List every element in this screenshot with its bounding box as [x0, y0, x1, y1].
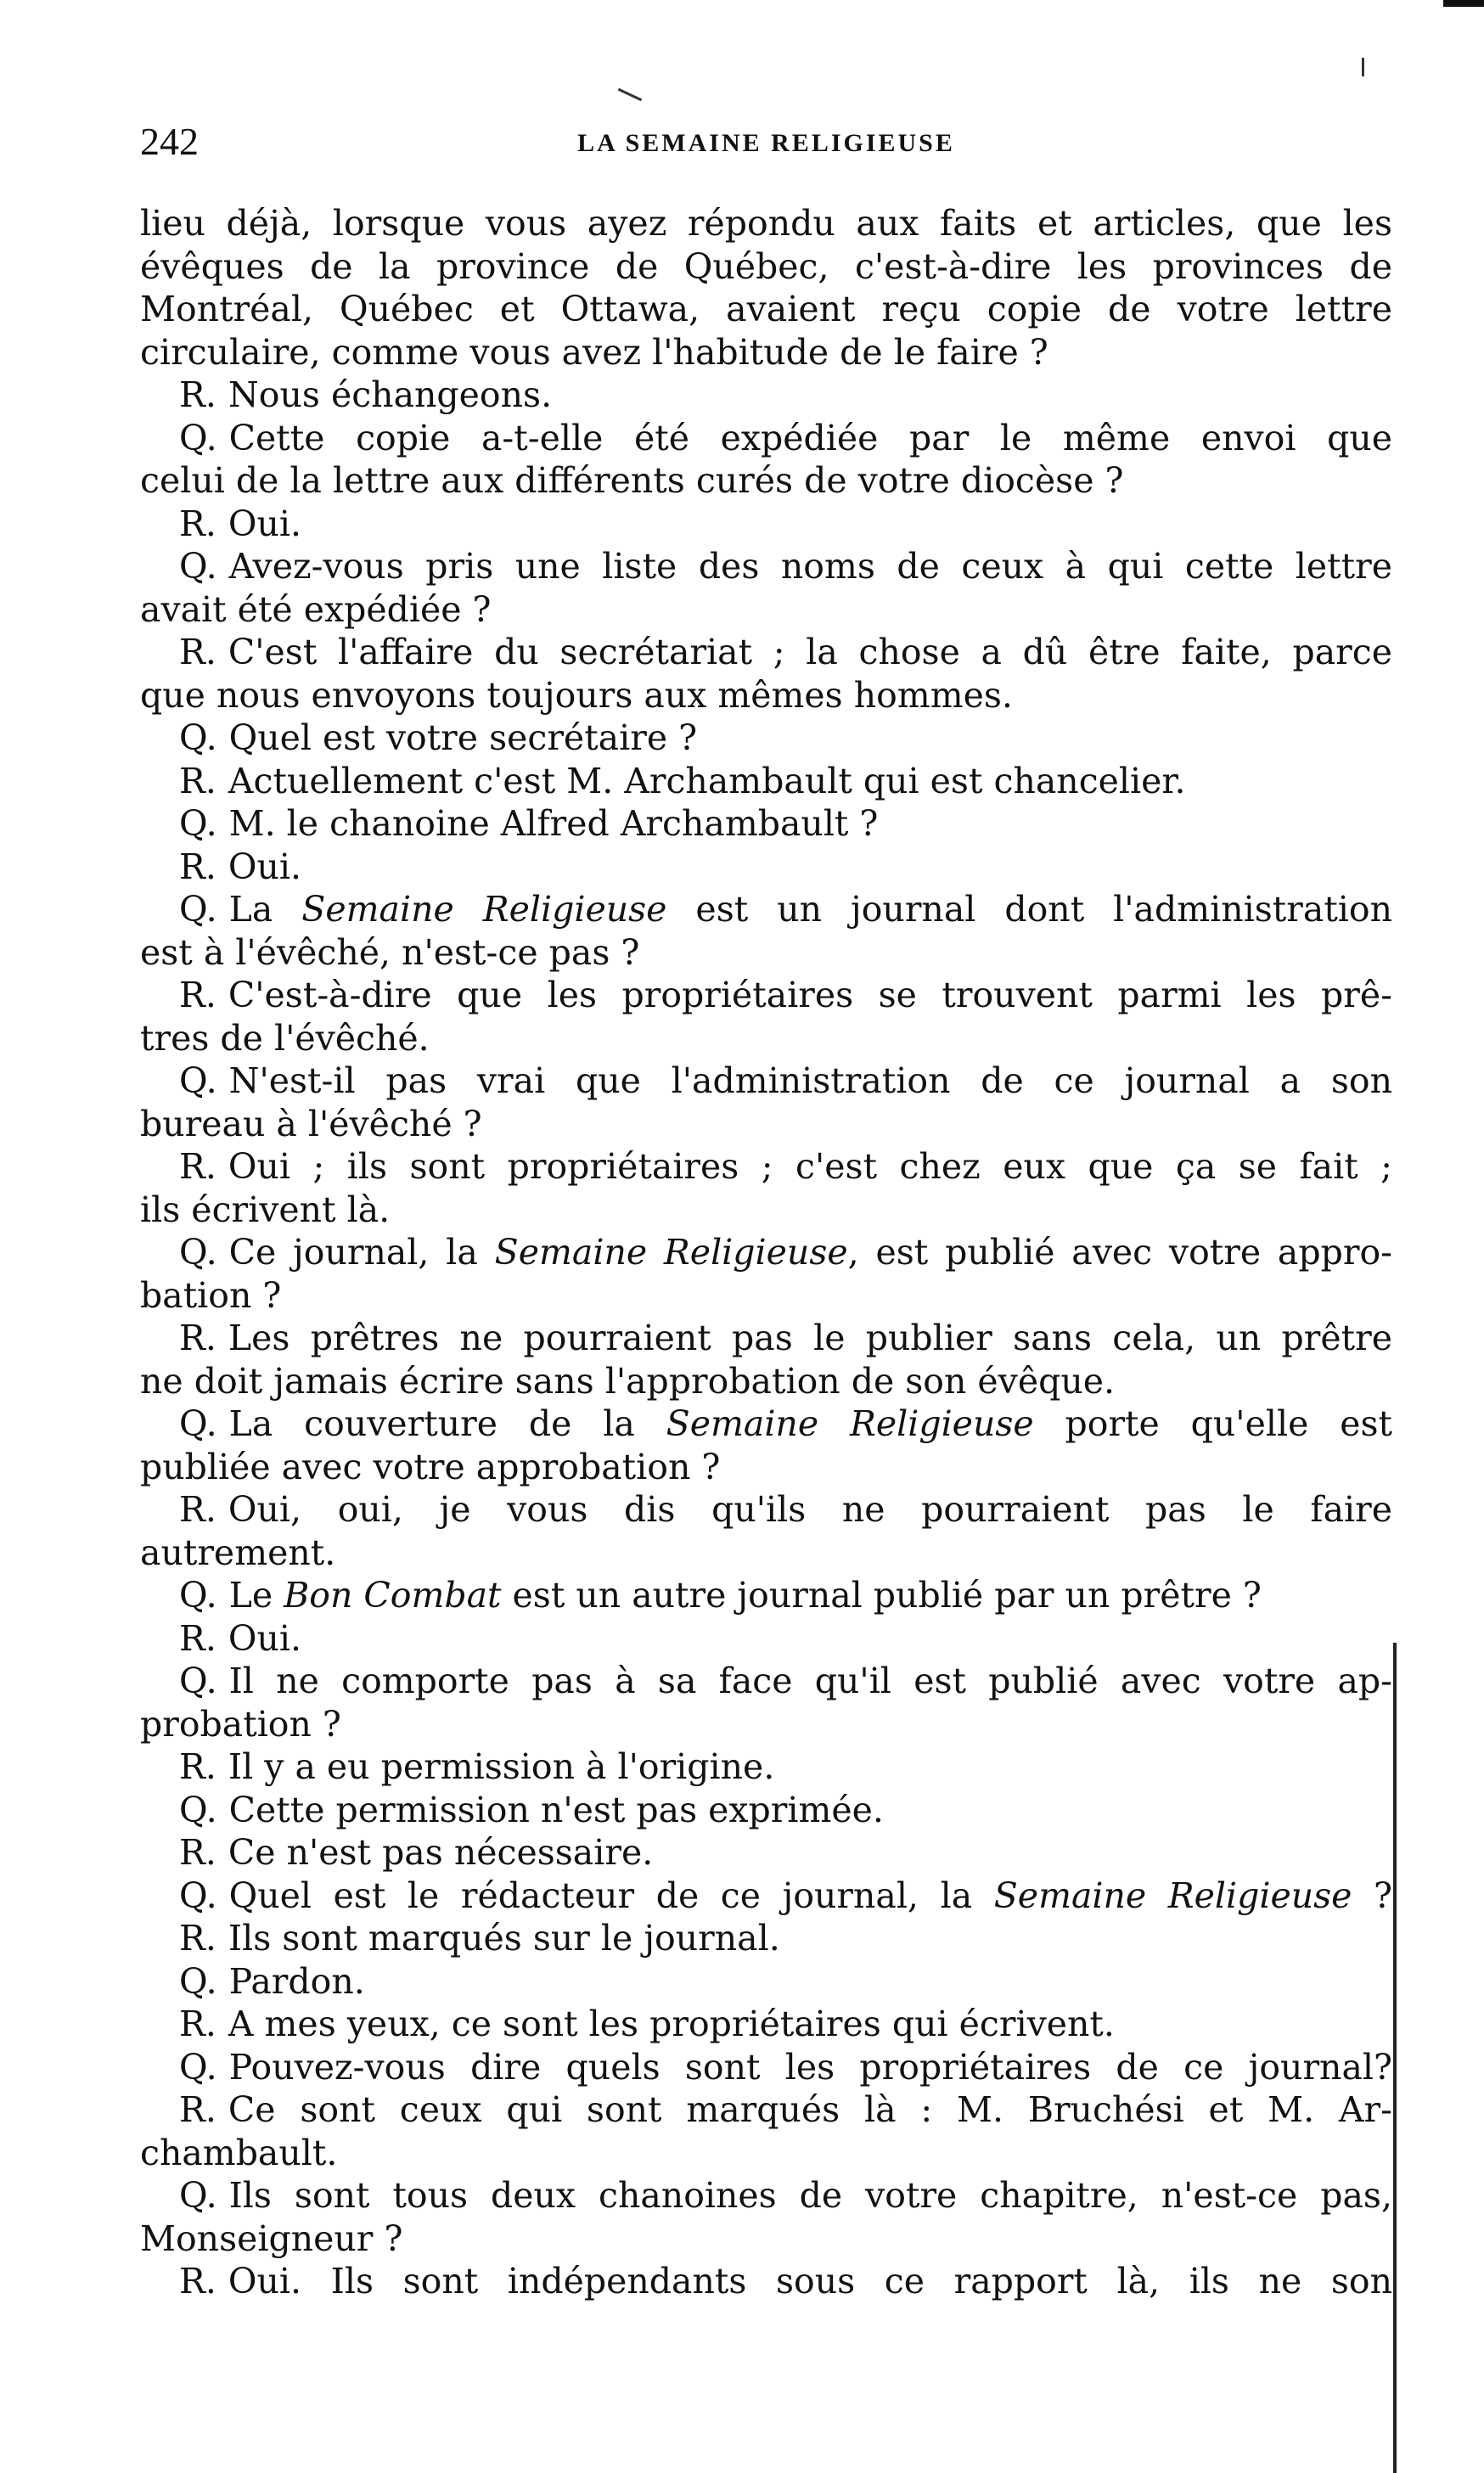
text-line: [140, 2174, 1392, 2217]
text-line: [140, 1488, 1392, 1532]
text-line: [140, 288, 1392, 331]
line-text: Ce journal, la: [228, 1232, 495, 1273]
speaker-label: Q.: [179, 1575, 217, 1616]
line-text: Quel est votre secrétaire ?: [228, 717, 698, 758]
line-text: avait été expédiée ?: [140, 588, 492, 630]
text-line: [140, 1660, 1392, 1703]
line-text: Monseigneur ?: [140, 2217, 403, 2259]
text-line: [140, 1574, 1392, 1617]
line-text: Pardon.: [228, 1960, 365, 2002]
line-text: lieu déjà, lorsque vous ayez répondu aux faits et articles, que les: [140, 203, 1392, 244]
speaker-label: R.: [179, 2004, 216, 2044]
running-title: LA SEMAINE RELIGIEUSE: [577, 129, 955, 157]
speaker-label: R.: [179, 503, 216, 544]
text-line: [140, 1103, 1392, 1146]
line-text: Il ne comporte pas à sa face qu'il est publié avec votre ap-: [228, 1661, 1392, 1701]
line-text: Oui.: [228, 1617, 302, 1659]
speaker-label: Q.: [179, 1874, 217, 1916]
text-line: [140, 245, 1392, 289]
text-line: [140, 1917, 1392, 1960]
line-text: Montréal, Québec et Ottawa, avaient reçu copie de votre lettre: [140, 289, 1392, 329]
text-line: [140, 631, 1392, 674]
text-line: [140, 374, 1392, 417]
line-text: La: [228, 889, 302, 930]
line-text: Oui.: [228, 846, 302, 887]
italic-title: Semaine Religieuse: [666, 1403, 1034, 1444]
text-line: [140, 1017, 1392, 1060]
speaker-label: R.: [179, 1489, 216, 1530]
text-line: [140, 760, 1392, 803]
text-line: [140, 802, 1392, 846]
line-text: Les prêtres ne pourraient pas le publier sans cela, un prêtre: [228, 1318, 1392, 1358]
speaker-label: Q.: [179, 2175, 217, 2216]
text-line: [140, 2132, 1392, 2175]
line-text: Oui ; ils sont propriétaires ; c'est chez eux que ça se fait ;: [228, 1146, 1392, 1187]
line-text: Actuellement c'est M. Archambault qui est chancelier.: [228, 760, 1186, 801]
line-text: Avez-vous pris une liste des noms de ceux à qui cette lettre: [228, 546, 1392, 587]
text-line: [140, 1402, 1392, 1446]
text-line: [140, 331, 1392, 374]
line-text: probation ?: [140, 1703, 341, 1745]
text-line: [140, 1960, 1392, 2004]
text-line: [140, 588, 1392, 632]
text-line: [140, 417, 1392, 460]
scan-tick-mark: [1362, 58, 1364, 76]
text-line: [140, 1446, 1392, 1489]
italic-title: Semaine Religieuse: [301, 889, 667, 930]
text-line: [140, 674, 1392, 717]
text-line: [140, 1703, 1392, 1746]
line-text: Ils sont tous deux chanoines de votre chapitre, n'est-ce pas,: [228, 2175, 1392, 2216]
scan-corner-mark: [1443, 0, 1484, 7]
line-text: Le: [228, 1575, 284, 1616]
speaker-label: R.: [179, 846, 216, 887]
speaker-label: Q.: [179, 889, 217, 930]
line-text: Ils sont marqués sur le journal.: [228, 1918, 780, 1959]
line-text: bureau à l'évêché ?: [140, 1103, 482, 1144]
text-line: [140, 1789, 1392, 1832]
speaker-label: R.: [179, 1918, 216, 1959]
line-text: celui de la lettre aux différents curés de votre diocèse ?: [140, 460, 1124, 501]
text-line: [140, 1189, 1392, 1232]
italic-title: Semaine Religieuse: [993, 1874, 1352, 1916]
line-text: autrement.: [140, 1532, 336, 1573]
line-text: Oui. Ils sont indépendants sous ce rapport là, ils ne son: [228, 2261, 1392, 2302]
line-text: Cette copie a-t-elle été expédiée par le même envoi que: [228, 417, 1392, 458]
speaker-label: Q.: [179, 1060, 217, 1101]
text-line: [140, 2260, 1392, 2303]
line-text: Nous échangeons.: [228, 374, 553, 415]
line-text: publiée avec votre approbation ?: [140, 1446, 721, 1487]
text-line: [140, 1145, 1392, 1189]
line-text: Oui, oui, je vous dis qu'ils ne pourraient pas le faire: [228, 1489, 1392, 1530]
line-text: Pouvez-vous dire quels sont les propriétaires de ce journal?: [228, 2046, 1392, 2088]
line-text: tres de l'évêché.: [140, 1017, 430, 1059]
line-text: circulaire, comme vous avez l'habitude de le faire ?: [140, 331, 1048, 373]
text-line: [140, 202, 1392, 245]
line-text: Cette permission n'est pas exprimée.: [228, 1789, 884, 1830]
line-text: , est publié avec votre appro-: [847, 1232, 1392, 1273]
line-text: porte qu'elle est: [1033, 1403, 1392, 1444]
speaker-label: R.: [179, 2089, 216, 2130]
scan-dash-mark: [618, 88, 642, 101]
line-text: A mes yeux, ce sont les propriétaires qui écrivent.: [228, 2004, 1115, 2044]
line-text: La couverture de la: [228, 1403, 666, 1444]
text-line: [140, 1874, 1392, 1918]
text-line: [140, 1274, 1392, 1318]
speaker-label: R.: [179, 632, 216, 672]
line-text: Ce n'est pas nécessaire.: [228, 1832, 654, 1873]
line-text: bation ?: [140, 1274, 282, 1316]
line-text: Quel est le rédacteur de ce journal, la: [228, 1874, 994, 1916]
line-text: que nous envoyons toujours aux mêmes hommes.: [140, 674, 1013, 716]
speaker-label: R.: [179, 1617, 216, 1659]
line-text: C'est-à-dire que les propriétaires se trouvent parmi les prê-: [228, 975, 1392, 1015]
text-line: [140, 459, 1392, 503]
text-line: [140, 1831, 1392, 1874]
speaker-label: R.: [179, 975, 216, 1015]
line-text: est à l'évêché, n'est-ce pas ?: [140, 931, 640, 973]
speaker-label: R.: [179, 2261, 216, 2302]
line-text: est un journal dont l'administration: [666, 889, 1392, 930]
text-line: [140, 1745, 1392, 1789]
text-line: [140, 1059, 1392, 1103]
speaker-label: R.: [179, 374, 216, 415]
text-line: [140, 888, 1392, 931]
text-line: [140, 545, 1392, 588]
line-text: ils écrivent là.: [140, 1189, 391, 1230]
text-line: [140, 1617, 1392, 1661]
text-line: [140, 846, 1392, 889]
line-text: C'est l'affaire du secrétariat ; la chose a dû être faite, parce: [228, 632, 1392, 672]
line-text: ?: [1352, 1874, 1392, 1916]
line-text: Oui.: [228, 503, 302, 544]
speaker-label: R.: [179, 760, 216, 801]
text-line: [140, 717, 1392, 760]
speaker-label: R.: [179, 1746, 216, 1787]
line-text: N'est-il pas vrai que l'administration de ce journal a son: [228, 1060, 1392, 1101]
speaker-label: Q.: [179, 1960, 217, 2002]
text-line: [140, 931, 1392, 975]
speaker-label: Q.: [179, 1403, 217, 1444]
line-text: est un autre journal publié par un prêtre ?: [501, 1575, 1262, 1616]
speaker-label: Q.: [179, 1232, 217, 1273]
text-line: [140, 974, 1392, 1017]
speaker-label: Q.: [179, 803, 217, 844]
italic-title: Semaine Religieuse: [494, 1232, 848, 1273]
line-text: ne doit jamais écrire sans l'approbation de son évêque.: [140, 1360, 1116, 1402]
italic-title: Bon Combat: [284, 1575, 502, 1616]
text-line: [140, 1532, 1392, 1575]
speaker-label: R.: [179, 1146, 216, 1187]
speaker-label: Q.: [179, 2046, 217, 2088]
speaker-label: Q.: [179, 1661, 217, 1701]
page-header: [140, 119, 1392, 170]
speaker-label: R.: [179, 1318, 216, 1358]
text-line: [140, 1231, 1392, 1274]
speaker-label: Q.: [179, 1789, 217, 1830]
text-line: [140, 503, 1392, 546]
text-line: [140, 2088, 1392, 2132]
page-edge-rule: [1393, 1643, 1397, 2473]
speaker-label: Q.: [179, 417, 217, 458]
line-text: Ce sont ceux qui sont marqués là : M. Bruchési et M. Ar-: [228, 2089, 1392, 2130]
speaker-label: Q.: [179, 546, 217, 587]
line-text: évêques de la province de Québec, c'est-à-dire les provinces de: [140, 245, 1392, 287]
body-text: [140, 202, 1392, 2303]
line-text: chambault.: [140, 2132, 338, 2173]
speaker-label: R.: [179, 1832, 216, 1873]
text-line: [140, 1360, 1392, 1403]
line-text: Il y a eu permission à l'origine.: [228, 1746, 775, 1787]
text-line: [140, 2217, 1392, 2261]
text-line: [140, 2003, 1392, 2046]
page-number: 242: [140, 120, 199, 163]
text-line: [140, 1317, 1392, 1360]
speaker-label: Q.: [179, 717, 217, 758]
text-line: [140, 2046, 1392, 2089]
line-text: M. le chanoine Alfred Archambault ?: [228, 803, 879, 844]
